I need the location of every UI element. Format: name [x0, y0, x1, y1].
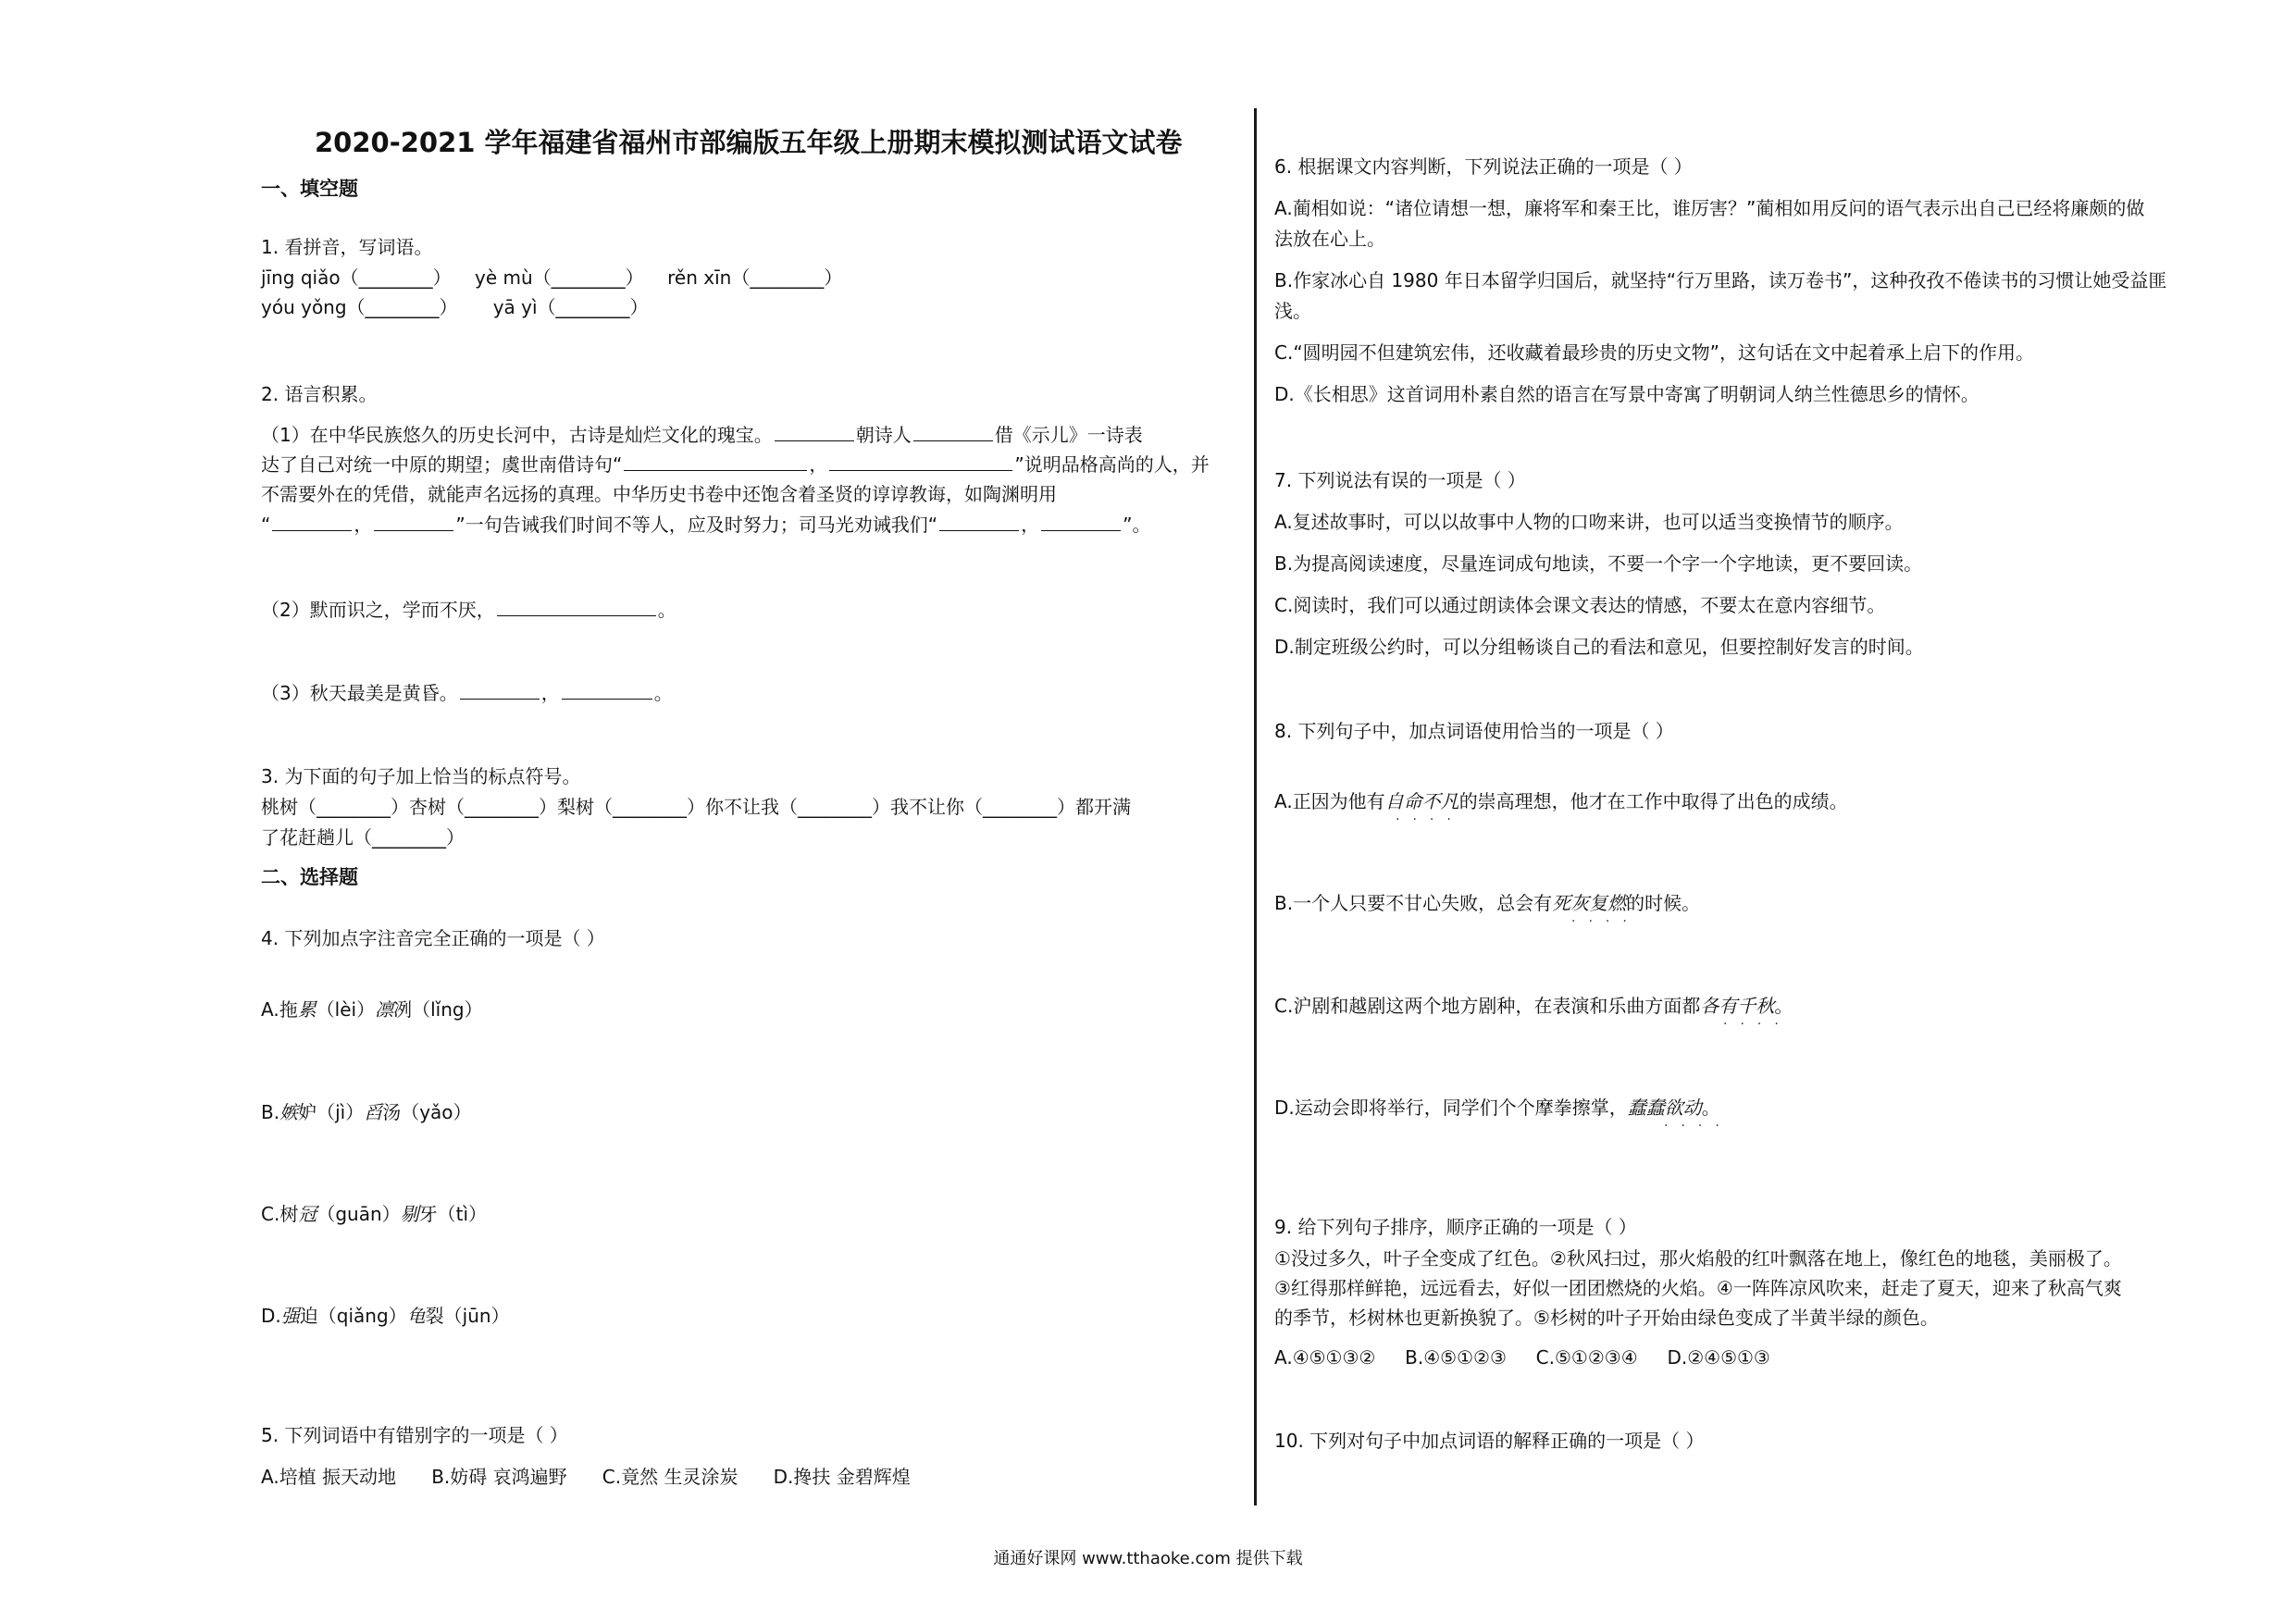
text: 牙（tì）	[418, 1203, 488, 1225]
answer-blank[interactable]	[562, 682, 652, 700]
text: ”说明品格高尚的人，并	[1014, 453, 1210, 476]
q4-option-c[interactable]	[261, 1201, 487, 1227]
q6-stem: 6. 根据课文内容判断，下列说法正确的一项是（ ）	[1274, 155, 1693, 178]
text: 。	[1701, 1096, 1720, 1119]
answer-blank[interactable]	[374, 514, 453, 531]
q3-line1: 桃树（________）杏树（________）梨树（________）你不让我（________）我不让你（________）都开满	[261, 796, 1131, 818]
answer-blank[interactable]	[1041, 514, 1121, 531]
page-title: 2020-2021 学年福建省福州市部编版五年级上册期末模拟测试语文试卷	[315, 127, 1183, 158]
dotted-char: 冠	[298, 1203, 317, 1225]
answer-blank[interactable]: （________）	[532, 266, 644, 289]
text: （3）秋天最美是黄昏。	[261, 682, 458, 704]
q8-option-b[interactable]	[1274, 890, 1700, 916]
q1-row2	[261, 294, 649, 320]
q10-stem: 10. 下列对句子中加点词语的解释正确的一项是（ ）	[1274, 1430, 1705, 1452]
text: 的崇高理想，他才在工作中取得了出色的成绩。	[1458, 790, 1848, 812]
dotted-word: 自命不凡	[1384, 790, 1459, 812]
dotted-word: 蠢蠢欲动	[1627, 1096, 1702, 1119]
text: D.	[261, 1305, 281, 1327]
section-fill-in: 一、填空题	[261, 178, 358, 200]
q7-option-a[interactable]: A.复述故事时，可以以故事中人物的口吻来讲，也可以适当变换情节的顺序。	[1274, 511, 1904, 533]
q6-option-b-l2: 浅。	[1274, 300, 1311, 322]
text: 妒（jì）	[298, 1101, 365, 1123]
text: ”。	[1123, 514, 1151, 536]
answer-blank[interactable]	[497, 599, 656, 616]
dotted-word: 死灰复燃	[1552, 892, 1627, 914]
q6-option-b-l1[interactable]: B.作家冰心自 1980 年日本留学归国后，就坚持“行万里路，读万卷书”，这种孜孜不倦读书的习惯让她受益匪	[1274, 269, 2167, 291]
pinyin: yè mù	[475, 266, 533, 289]
text: 。	[657, 599, 676, 621]
q8-option-c[interactable]	[1274, 993, 1793, 1019]
text: A.拖	[261, 998, 298, 1021]
q9-options	[1274, 1344, 1770, 1370]
text: 的时候。	[1626, 892, 1701, 914]
text: ，	[354, 514, 373, 536]
q6-option-c[interactable]: C.“圆明园不但建筑宏伟，还收藏着最珍贵的历史文物”，这句话在文中起着承上启下的作用。	[1274, 341, 2035, 364]
q7-option-b[interactable]: B.为提高阅读速度，尽量连词成句地读，不要一个字一个字地读，更不要回读。	[1274, 552, 1923, 575]
q2-p1-line4	[261, 512, 1150, 538]
dotted-char: 剔	[400, 1203, 419, 1225]
q2-p1-line1	[261, 422, 1143, 448]
text: D.运动会即将举行，同学们个个摩拳擦掌，	[1274, 1096, 1628, 1119]
text: （1）在中华民族悠久的历史长河中，古诗是灿烂文化的瑰宝。	[261, 424, 773, 446]
text: B.	[261, 1101, 280, 1123]
q5-option-d[interactable]: D.搀扶 金碧辉煌	[773, 1466, 911, 1488]
answer-blank[interactable]	[775, 424, 854, 441]
section-choice: 二、选择题	[261, 866, 358, 888]
answer-blank[interactable]	[272, 514, 352, 531]
dotted-char: 嫉	[279, 1101, 299, 1123]
answer-blank[interactable]: （________）	[340, 266, 452, 289]
emphasis-dots: ····	[1571, 914, 1640, 929]
q2-p1-line3: 不需要外在的凭借，就能声名远扬的真理。中华历史书卷中还饱含着圣贤的谆谆教诲，如陶渊明用	[261, 483, 1057, 505]
q3-line2: 了花赶趟儿（________）	[261, 826, 465, 849]
q9-line3: 的季节，杉树林也更新换貌了。⑤杉树的叶子开始由绿色变成了半黄半绿的颜色。	[1274, 1307, 1939, 1329]
answer-blank[interactable]: （________）	[731, 266, 843, 289]
text: 裂（jūn）	[425, 1305, 510, 1327]
dotted-word: 各有千秋	[1700, 995, 1775, 1017]
q2-stem: 2. 语言积累。	[261, 383, 378, 405]
q1-row1	[261, 265, 842, 291]
q4-stem: 4. 下列加点字注音完全正确的一项是（ ）	[261, 927, 605, 949]
q8-option-d[interactable]	[1274, 1095, 1720, 1121]
q9-option-b[interactable]: B.④⑤①②③	[1405, 1346, 1507, 1369]
q2-p1-line2	[261, 452, 1210, 477]
q4-option-a[interactable]	[261, 997, 483, 1022]
text: ，	[1021, 514, 1040, 536]
q7-option-d[interactable]: D.制定班级公约时，可以分组畅谈自己的看法和意见，但要控制好发言的时间。	[1274, 636, 1924, 658]
text: C.沪剧和越剧这两个地方剧种，在表演和乐曲方面都	[1274, 995, 1701, 1017]
text: 迫（qiǎng）	[299, 1305, 407, 1327]
q5-stem: 5. 下列词语中有错别字的一项是（ ）	[261, 1424, 568, 1446]
q5-options	[261, 1464, 911, 1490]
pinyin: rěn xīn	[667, 266, 732, 289]
q8-option-a[interactable]	[1274, 788, 1848, 814]
dotted-char: 舀	[364, 1101, 383, 1123]
q2-p2	[261, 597, 676, 623]
pinyin: yóu yǒng	[261, 296, 347, 318]
q9-line2: ③红得那样鲜艳，远远看去，好似一团团燃烧的火焰。④一阵阵凉风吹来，赶走了夏天，迎来了秋高气爽	[1274, 1277, 2122, 1299]
q9-option-d[interactable]: D.②④⑤①③	[1667, 1346, 1770, 1369]
emphasis-dots: ····	[1396, 812, 1464, 827]
emphasis-dots: ····	[1723, 1017, 1792, 1032]
text: （2）默而识之，学而不厌，	[261, 599, 495, 621]
q5-option-c[interactable]: C.竟然 生灵涂炭	[602, 1466, 738, 1488]
text: “	[261, 514, 271, 536]
column-divider	[1254, 108, 1257, 1505]
text: B.一个人只要不甘心失败，总会有	[1274, 892, 1553, 914]
q6-option-a-l1[interactable]: A.蔺相如说：“诸位请想一想，廉将军和秦王比，谁厉害？”蔺相如用反问的语气表示出自己已经将廉颇的做	[1274, 197, 2145, 219]
q7-option-c[interactable]: C.阅读时，我们可以通过朗读体会课文表达的情感，不要太在意内容细节。	[1274, 594, 1886, 616]
text: ”一句告诫我们时间不等人，应及时努力；司马光劝诫我们“	[455, 514, 938, 536]
q8-stem: 8. 下列句子中，加点词语使用恰当的一项是（ ）	[1274, 720, 1674, 742]
dotted-char: 强	[280, 1305, 300, 1327]
text: ，	[540, 682, 560, 704]
text: 。	[653, 682, 673, 704]
text: 冽（lǐng）	[393, 998, 483, 1021]
answer-blank[interactable]	[829, 453, 1012, 471]
text: 朝诗人	[855, 424, 912, 446]
q4-option-d[interactable]	[261, 1303, 510, 1329]
text: 汤（yǎo）	[382, 1101, 472, 1123]
dotted-char: 龟	[406, 1305, 426, 1327]
answer-blank[interactable]	[624, 453, 807, 471]
text: A.正因为他有	[1274, 790, 1385, 812]
q4-option-b[interactable]	[261, 1099, 472, 1125]
q6-option-d[interactable]: D.《长相思》这首词用朴素自然的语言在写景中寄寓了明朝词人纳兰性德思乡的情怀。	[1274, 383, 1980, 405]
text: 达了自己对统一中原的期望；虞世南借诗句“	[261, 453, 623, 476]
answer-blank[interactable]	[939, 514, 1019, 531]
dotted-char: 凛	[375, 998, 394, 1021]
text: 借《示儿》一诗表	[994, 424, 1143, 446]
pinyin: jīng qiǎo	[261, 266, 341, 289]
page-footer: 通通好课网 www.tthaoke.com 提供下载	[993, 1549, 1303, 1568]
text: （guān）	[316, 1203, 401, 1225]
q9-stem: 9. 给下列句子排序，顺序正确的一项是（ ）	[1274, 1216, 1637, 1238]
q2-p3	[261, 680, 673, 706]
answer-blank[interactable]	[913, 424, 993, 441]
q5-option-a[interactable]: A.培植 振天动地	[261, 1466, 397, 1488]
q9-option-c[interactable]: C.⑤①②③④	[1535, 1346, 1638, 1369]
q6-option-a-l2: 法放在心上。	[1274, 228, 1385, 250]
text: C.树	[261, 1203, 299, 1225]
q5-option-b[interactable]: B.妨碍 哀鸿遍野	[431, 1466, 567, 1488]
text: （lèi）	[316, 998, 376, 1021]
dotted-char: 累	[297, 998, 316, 1021]
q1-stem: 1. 看拼音，写词语。	[261, 236, 433, 258]
text: 。	[1774, 995, 1793, 1017]
q9-option-a[interactable]: A.④⑤①③②	[1274, 1346, 1376, 1369]
text: ，	[809, 453, 828, 476]
emphasis-dots: ····	[1664, 1119, 1732, 1134]
answer-blank[interactable]	[460, 682, 540, 700]
q7-stem: 7. 下列说法有误的一项是（ ）	[1274, 469, 1526, 491]
q3-stem: 3. 为下面的句子加上恰当的标点符号。	[261, 765, 581, 787]
q9-line1: ①没过多久，叶子全变成了红色。②秋风扫过，那火焰般的红叶飘落在地上，像红色的地毯，美丽极了。	[1274, 1247, 2122, 1270]
answer-blank[interactable]: （________）	[537, 296, 649, 318]
answer-blank[interactable]: （________）	[346, 296, 458, 318]
pinyin: yā yì	[492, 296, 538, 318]
